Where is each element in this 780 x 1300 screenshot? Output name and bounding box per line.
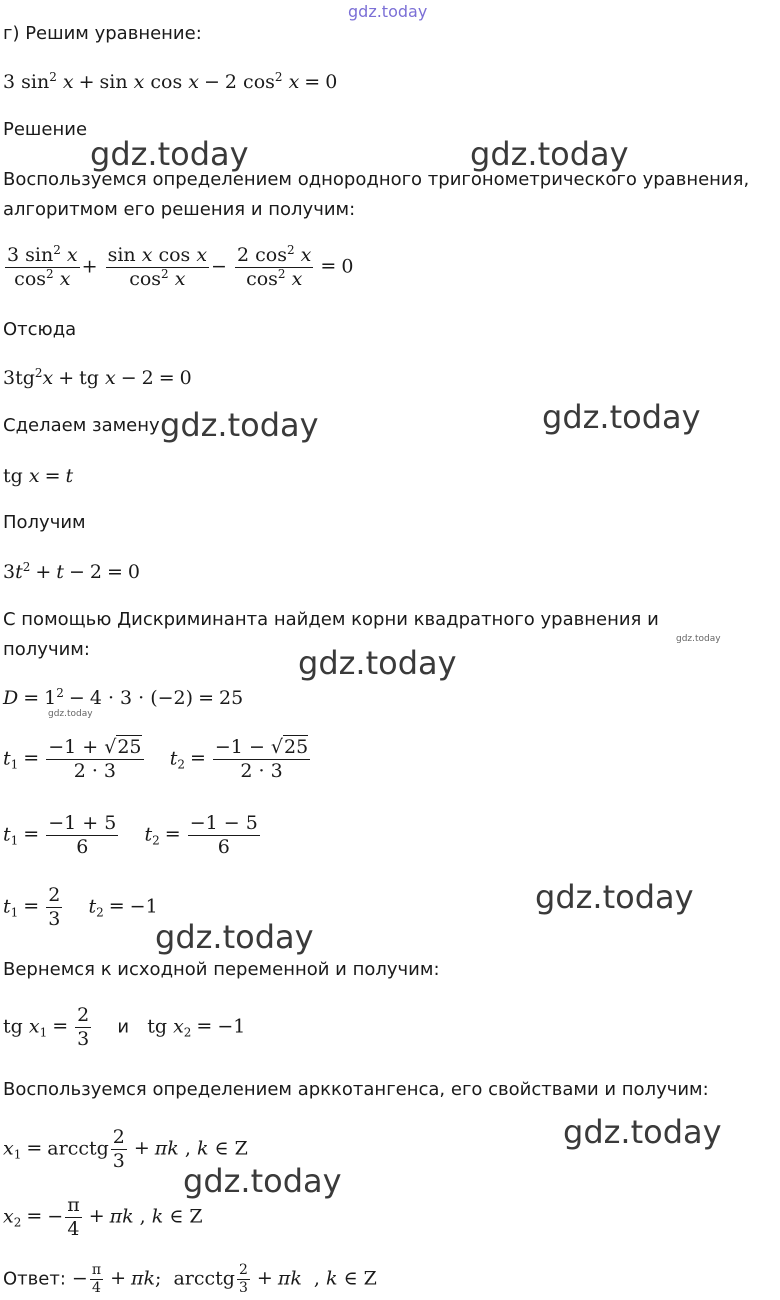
- substitution-equation: tg x = t: [3, 465, 74, 487]
- watermark: gdz.today: [542, 398, 701, 436]
- answer-label: Ответ:: [3, 1268, 66, 1290]
- watermark: gdz.today: [470, 135, 629, 173]
- solution-label: Решение: [3, 119, 88, 140]
- watermark: gdz.today: [90, 135, 249, 173]
- equation-divided: $\frac{3 \sin^2 x}{\cos^2 x}$ + $\frac{\text{sin x cos x}}{\cos^2 x}$ − $\frac{2 \cos^2 x}{\cos^2 x}$ = 0: [7, 243, 354, 290]
- intro-text-line-2: алгоритмом его решения и получим:: [3, 199, 356, 220]
- roots-simplified: $t_1$ = $\frac{-1 + 5}{6}$ $t_2$ = $\frac{-1 - 5}{6}$: [3, 812, 258, 858]
- watermark-small: gdz.today: [676, 634, 721, 644]
- intro-text-line-1: Воспользуемся определением однородного тригонометрического уравнения,: [3, 169, 750, 190]
- roots-values: $t_1$ = $\frac{2}{3}$ $t_2 = -1$: [3, 884, 158, 930]
- equation-tangent: $3tg^2x$ + tg x − 2 = 0: [3, 366, 192, 389]
- tangent-values: tg $x_1$ = $\frac{2}{3}$ и tg $x_2 = -1$: [3, 1004, 246, 1050]
- discriminant-text-line-2: получим:: [3, 639, 90, 660]
- watermark: gdz.today: [160, 406, 319, 444]
- watermark: gdz.today: [535, 878, 694, 916]
- solution-x2: $x_2$ = − $\frac{\pi}{4}$ + πk , k ∈ Z: [3, 1194, 203, 1240]
- watermark: gdz.today: [298, 644, 457, 682]
- and-word: и: [117, 1016, 130, 1038]
- obtain-label: Получим: [3, 512, 86, 533]
- answer: Ответ: − $\frac{\pi}{4}$ + πk; arcctg $\frac{2}{3}$ + πk , k ∈ Z: [3, 1262, 377, 1296]
- task-label: г) Решим уравнение:: [3, 23, 202, 44]
- watermark-top: gdz.today: [348, 2, 428, 21]
- discriminant-text-line-1: С помощью Дискриминанта найдем корни квадратного уравнения и: [3, 609, 659, 630]
- watermark: gdz.today: [155, 918, 314, 956]
- substitution-label: Сделаем замену: [3, 415, 160, 436]
- watermark: gdz.today: [183, 1162, 342, 1200]
- return-text: Вернемся к исходной переменной и получим:: [3, 959, 440, 980]
- arccot-text: Воспользуемся определением арккотангенса, его свойствами и получим:: [3, 1079, 709, 1100]
- hence-label: Отсюда: [3, 319, 77, 340]
- roots-formula: $t_1$ = $\frac{-1 + √25}{2 \cdot 3}$ $t_2$ = $\frac{-1 - √25}{2 \cdot 3}$: [3, 736, 309, 782]
- watermark: gdz.today: [563, 1113, 722, 1151]
- discriminant-equation: $D = 1^2 - 4 \cdot 3 \cdot (-2) = 25$: [3, 686, 244, 709]
- watermark-small: gdz.today: [48, 709, 93, 719]
- quadratic-equation: $3t^2 + t - 2 = 0$: [3, 560, 140, 583]
- equation-original: 3 $\sin^2 x + \sin x$ cos x − 2 $\cos^2 x = 0$: [3, 70, 338, 93]
- solution-x1: $x_1$ = arcctg $\frac{2}{3}$ + πk , k ∈ Z: [3, 1126, 248, 1172]
